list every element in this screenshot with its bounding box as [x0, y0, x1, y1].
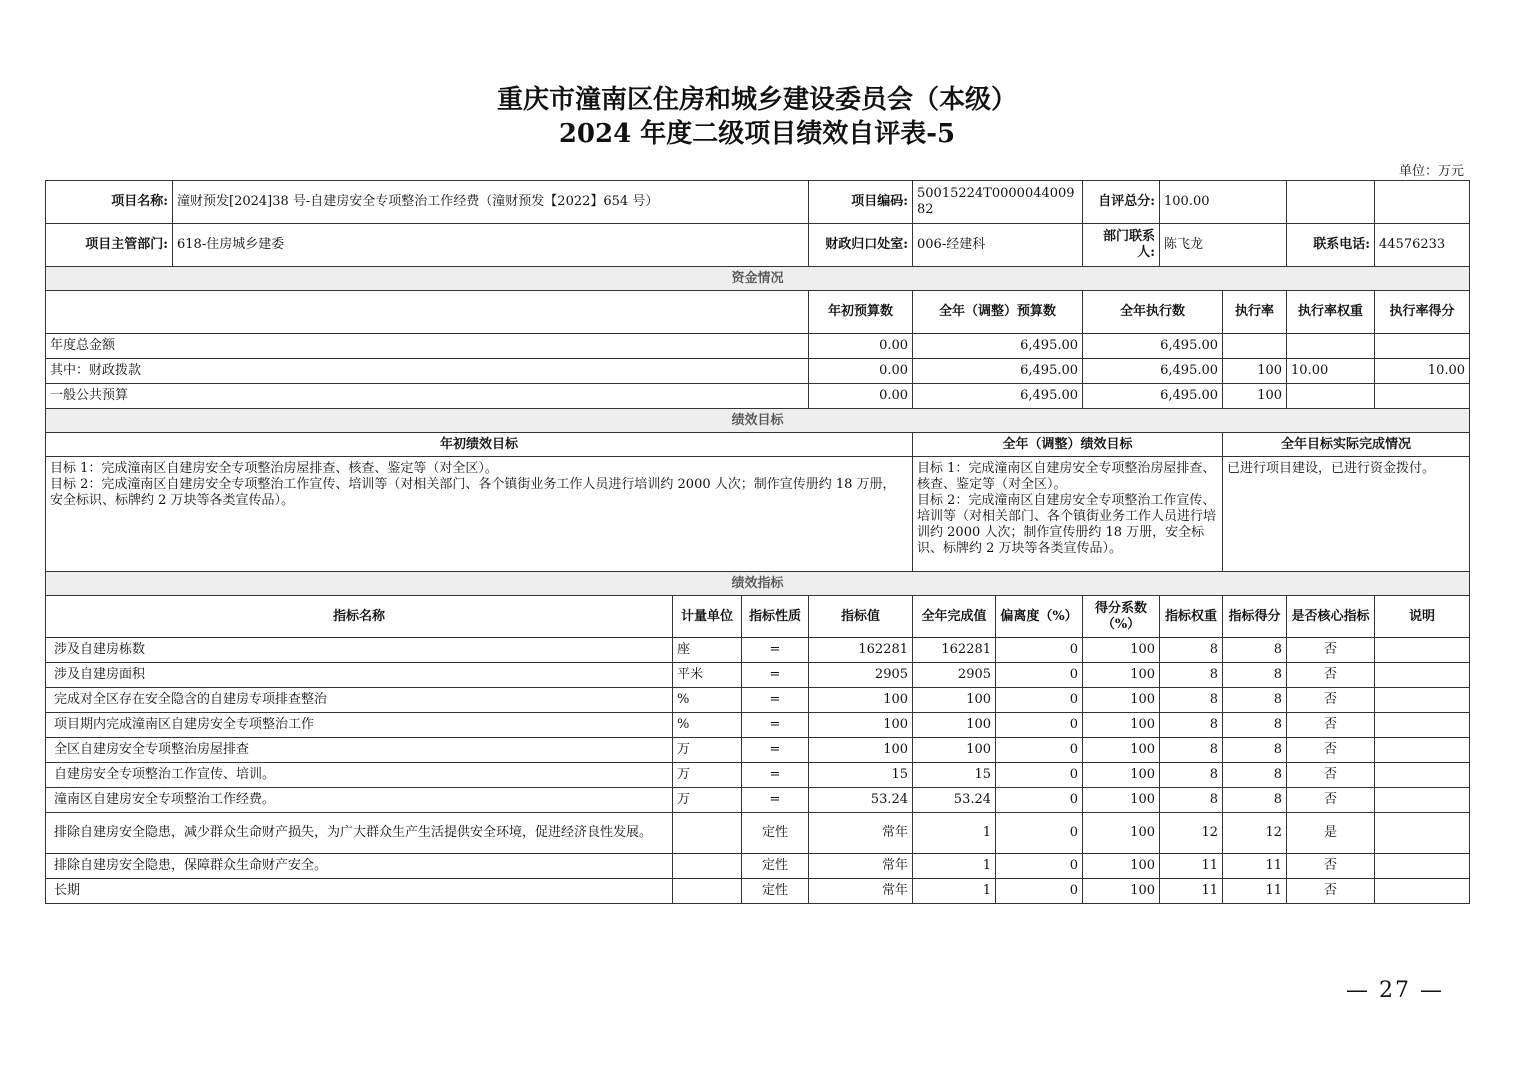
page-number: — 27 —: [1346, 978, 1444, 1003]
indicator-actual: 15: [913, 763, 996, 788]
indicator-score: 8: [1223, 738, 1287, 763]
indicator-coefficient: 100: [1083, 813, 1160, 854]
indicator-weight: 8: [1160, 638, 1223, 663]
indicator-core: 否: [1287, 763, 1375, 788]
page-title-line1: 重庆市潼南区住房和城乡建设委员会（本级）: [496, 85, 1017, 115]
goals-actual-text: 已进行项目建设，已进行资金拨付。: [1223, 457, 1470, 572]
phone-value: 44576233: [1375, 224, 1470, 267]
project-name-value: 潼财预发[2024]38 号-自建房安全专项整治工作经费（潼财预发【2022】654 号）: [173, 181, 809, 224]
indicator-deviation: 0: [996, 738, 1083, 763]
indicator-note: [1375, 879, 1470, 904]
indicator-name: 项目期内完成潼南区自建房安全专项整治工作: [46, 713, 673, 738]
score-total-label: 自评总分:: [1083, 181, 1160, 224]
funds-section-header: 资金情况: [46, 267, 1470, 291]
funds-row: [46, 359, 1470, 384]
indicator-deviation: 0: [996, 713, 1083, 738]
goals-initial-text: [46, 457, 913, 572]
dept-value: 618-住房城乡建委: [173, 224, 809, 267]
indicator-deviation: 0: [996, 763, 1083, 788]
funds-row-label: 年度总金额: [46, 334, 809, 359]
contact-value: 陈飞龙: [1160, 224, 1287, 267]
indicator-name: 全区自建房安全专项整治房屋排查: [46, 738, 673, 763]
indicator-coefficient: 100: [1083, 713, 1160, 738]
indicator-header: 指标值: [809, 596, 913, 638]
score-total-value: 100.00: [1160, 181, 1287, 224]
empty-cell: [46, 291, 809, 334]
indicators-section-header: 绩效指标: [46, 572, 1470, 596]
funds-header: 执行率权重: [1287, 291, 1375, 334]
indicator-note: [1375, 788, 1470, 813]
indicator-core: 否: [1287, 738, 1375, 763]
indicator-coefficient: 100: [1083, 763, 1160, 788]
indicator-note: [1375, 638, 1470, 663]
funds-rate: 100: [1223, 359, 1287, 384]
funds-row: [46, 384, 1470, 409]
indicator-header: 说明: [1375, 596, 1470, 638]
indicator-weight: 8: [1160, 738, 1223, 763]
table-row: [46, 713, 1470, 738]
goals-actual-header: 全年目标实际完成情况: [1223, 433, 1470, 457]
table-row: [46, 854, 1470, 879]
indicator-header: 全年完成值: [913, 596, 996, 638]
table-row: [46, 788, 1470, 813]
funds-header: 年初预算数: [809, 291, 913, 334]
funds-weight: [1287, 334, 1375, 359]
indicator-target: 100: [809, 713, 913, 738]
funds-header: 执行率: [1223, 291, 1287, 334]
indicator-header: 偏离度（%）: [996, 596, 1083, 638]
indicator-note: [1375, 763, 1470, 788]
page-title-line2: 2024 年度二级项目绩效自评表-5: [558, 119, 956, 149]
indicator-coefficient: 100: [1083, 663, 1160, 688]
indicator-score: 8: [1223, 638, 1287, 663]
project-name-label: 项目名称:: [46, 181, 173, 224]
indicator-actual: 1: [913, 813, 996, 854]
indicator-nature: =: [742, 738, 809, 763]
indicator-header: 指标得分: [1223, 596, 1287, 638]
indicator-header: 是否核心指标: [1287, 596, 1375, 638]
indicator-weight: 11: [1160, 854, 1223, 879]
indicator-core: 否: [1287, 663, 1375, 688]
indicator-core: 是: [1287, 813, 1375, 854]
indicator-note: [1375, 738, 1470, 763]
indicator-nature: =: [742, 713, 809, 738]
indicator-score: 8: [1223, 663, 1287, 688]
indicator-target: 2905: [809, 663, 913, 688]
table-row: [46, 688, 1470, 713]
indicator-core: 否: [1287, 788, 1375, 813]
funds-score: [1375, 334, 1470, 359]
indicator-score: 8: [1223, 788, 1287, 813]
indicator-nature: =: [742, 638, 809, 663]
indicator-header: 指标权重: [1160, 596, 1223, 638]
indicator-note: [1375, 813, 1470, 854]
indicator-deviation: 0: [996, 663, 1083, 688]
indicator-actual: 53.24: [913, 788, 996, 813]
contact-label: 部门联系人:: [1083, 224, 1160, 267]
indicator-name: 长期: [46, 879, 673, 904]
indicator-nature: 定性: [742, 813, 809, 854]
indicator-weight: 8: [1160, 688, 1223, 713]
funds-score: [1375, 384, 1470, 409]
table-row: [46, 813, 1470, 854]
indicator-name: 排除自建房安全隐患，减少群众生命财产损失，为广大群众生产生活提供安全环境，促进经济良性发展。: [46, 813, 673, 854]
indicator-target: 100: [809, 738, 913, 763]
funds-weight: [1287, 384, 1375, 409]
finance-office-label: 财政归口处室:: [809, 224, 913, 267]
indicator-note: [1375, 713, 1470, 738]
indicator-coefficient: 100: [1083, 788, 1160, 813]
indicator-target: 常年: [809, 854, 913, 879]
indicator-unit: [673, 879, 742, 904]
table-row: [46, 763, 1470, 788]
indicator-unit: %: [673, 688, 742, 713]
funds-row: [46, 334, 1470, 359]
indicator-rows: [46, 638, 1470, 904]
indicator-unit: 座: [673, 638, 742, 663]
indicator-core: 否: [1287, 879, 1375, 904]
indicator-header: 指标名称: [46, 596, 673, 638]
table-row: [46, 879, 1470, 904]
funds-rate: 100: [1223, 384, 1287, 409]
indicator-actual: 162281: [913, 638, 996, 663]
indicator-note: [1375, 854, 1470, 879]
funds-executed: 6,495.00: [1083, 359, 1223, 384]
indicator-weight: 8: [1160, 763, 1223, 788]
funds-initial: 0.00: [809, 359, 913, 384]
indicator-target: 162281: [809, 638, 913, 663]
funds-score: 10.00: [1375, 359, 1470, 384]
unit-label: 单位：万元: [1398, 164, 1464, 179]
funds-adjusted: 6,495.00: [913, 334, 1083, 359]
funds-weight: 10.00: [1287, 359, 1375, 384]
indicator-name: 完成对全区存在安全隐含的自建房专项排查整治: [46, 688, 673, 713]
goal-adjusted-1: 目标 1：完成潼南区自建房安全专项整治房屋排查、核查、鉴定等（对全区）。: [917, 461, 1216, 492]
table-row: [46, 738, 1470, 763]
indicator-weight: 11: [1160, 879, 1223, 904]
indicator-score: 12: [1223, 813, 1287, 854]
indicator-unit: [673, 854, 742, 879]
indicator-coefficient: 100: [1083, 854, 1160, 879]
indicator-actual: 100: [913, 738, 996, 763]
indicator-name: 潼南区自建房安全专项整治工作经费。: [46, 788, 673, 813]
indicator-nature: 定性: [742, 854, 809, 879]
phone-label: 联系电话:: [1287, 224, 1375, 267]
indicator-target: 100: [809, 688, 913, 713]
indicator-score: 8: [1223, 763, 1287, 788]
indicator-score: 8: [1223, 713, 1287, 738]
funds-header: 全年执行数: [1083, 291, 1223, 334]
indicator-unit: %: [673, 713, 742, 738]
indicator-header: 得分系数（%）: [1083, 596, 1160, 638]
indicator-score: 11: [1223, 879, 1287, 904]
goals-adjusted-header: 全年（调整）绩效目标: [913, 433, 1223, 457]
indicator-nature: =: [742, 788, 809, 813]
goals-initial-header: 年初绩效目标: [46, 433, 913, 457]
indicator-score: 11: [1223, 854, 1287, 879]
indicator-unit: 万: [673, 738, 742, 763]
indicator-weight: 8: [1160, 713, 1223, 738]
finance-office-value: 006-经建科: [913, 224, 1083, 267]
indicator-actual: 1: [913, 879, 996, 904]
indicator-deviation: 0: [996, 854, 1083, 879]
funds-header: 全年（调整）预算数: [913, 291, 1083, 334]
table-row: [46, 638, 1470, 663]
indicator-deviation: 0: [996, 638, 1083, 663]
empty-cell: [1375, 181, 1470, 224]
funds-row-label: 一般公共预算: [46, 384, 809, 409]
indicator-unit: 万: [673, 763, 742, 788]
indicator-weight: 8: [1160, 663, 1223, 688]
indicator-name: 涉及自建房栋数: [46, 638, 673, 663]
indicator-target: 常年: [809, 879, 913, 904]
project-code-label: 项目编码:: [809, 181, 913, 224]
indicator-actual: 2905: [913, 663, 996, 688]
indicator-core: 否: [1287, 638, 1375, 663]
indicator-coefficient: 100: [1083, 879, 1160, 904]
funds-initial: 0.00: [809, 334, 913, 359]
indicator-nature: =: [742, 763, 809, 788]
indicator-header: 指标性质: [742, 596, 809, 638]
funds-adjusted: 6,495.00: [913, 384, 1083, 409]
indicator-core: 否: [1287, 688, 1375, 713]
evaluation-table: [45, 180, 1470, 904]
indicator-name: 排除自建房安全隐患，保障群众生命财产安全。: [46, 854, 673, 879]
indicator-deviation: 0: [996, 788, 1083, 813]
funds-row-label: 其中：财政拨款: [46, 359, 809, 384]
indicator-target: 15: [809, 763, 913, 788]
indicator-note: [1375, 688, 1470, 713]
indicator-core: 否: [1287, 713, 1375, 738]
indicator-deviation: 0: [996, 688, 1083, 713]
indicator-target: 53.24: [809, 788, 913, 813]
indicator-coefficient: 100: [1083, 638, 1160, 663]
goal-adjusted-2: 目标 2：完成潼南区自建房安全专项整治工作宣传、培训等（对相关部门、各个镇街业务工作人员进行培训约 2000 人次；制作宣传册约 18 万册，安全标识、标牌约 2 万块等各类宣传品）。: [917, 493, 1217, 556]
indicator-score: 8: [1223, 688, 1287, 713]
indicator-note: [1375, 663, 1470, 688]
goals-section-header: 绩效目标: [46, 409, 1470, 433]
indicator-actual: 1: [913, 854, 996, 879]
indicator-nature: 定性: [742, 879, 809, 904]
dept-label: 项目主管部门:: [46, 224, 173, 267]
indicator-header: 计量单位: [673, 596, 742, 638]
indicator-weight: 8: [1160, 788, 1223, 813]
indicator-unit: 万: [673, 788, 742, 813]
indicator-deviation: 0: [996, 813, 1083, 854]
funds-header: 执行率得分: [1375, 291, 1470, 334]
indicator-nature: =: [742, 663, 809, 688]
funds-executed: 6,495.00: [1083, 334, 1223, 359]
indicator-name: 涉及自建房面积: [46, 663, 673, 688]
indicator-coefficient: 100: [1083, 688, 1160, 713]
goal-initial-1: 目标 1：完成潼南区自建房安全专项整治房屋排查、核查、鉴定等（对全区）。: [50, 461, 498, 476]
indicator-coefficient: 100: [1083, 738, 1160, 763]
indicator-target: 常年: [809, 813, 913, 854]
indicator-nature: =: [742, 688, 809, 713]
indicator-core: 否: [1287, 854, 1375, 879]
indicator-actual: 100: [913, 688, 996, 713]
goal-initial-2: 目标 2：完成潼南区自建房安全专项整治工作宣传、培训等（对相关部门、各个镇街业务工作人员进行培训约 2000 人次；制作宣传册约 18 万册，安全标识、标牌约 2 万块等各类宣传品）。: [50, 477, 896, 508]
funds-adjusted: 6,495.00: [913, 359, 1083, 384]
indicator-unit: 平米: [673, 663, 742, 688]
indicator-unit: [673, 813, 742, 854]
project-code-value: 50015224T000004400982: [913, 181, 1083, 224]
indicator-weight: 12: [1160, 813, 1223, 854]
empty-cell: [1287, 181, 1375, 224]
indicator-actual: 100: [913, 713, 996, 738]
indicator-name: 自建房安全专项整治工作宣传、培训。: [46, 763, 673, 788]
funds-rate: [1223, 334, 1287, 359]
goals-adjusted-text: [913, 457, 1223, 572]
funds-executed: 6,495.00: [1083, 384, 1223, 409]
table-row: [46, 663, 1470, 688]
funds-initial: 0.00: [809, 384, 913, 409]
indicator-deviation: 0: [996, 879, 1083, 904]
